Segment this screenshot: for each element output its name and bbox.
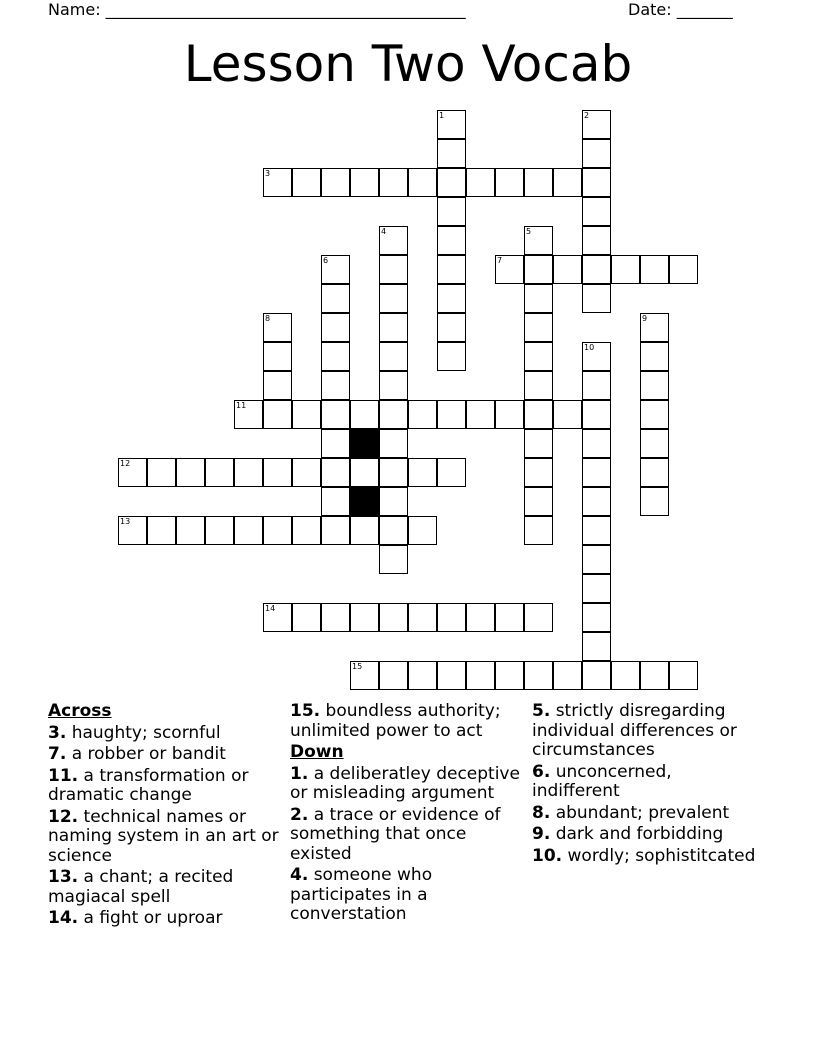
clue-number: 3 (265, 169, 271, 178)
clue-column-1 (48, 702, 280, 931)
grid-cell[interactable] (292, 458, 321, 487)
grid-cell[interactable] (582, 371, 611, 400)
grid-cell[interactable] (292, 400, 321, 429)
clue-across-12: 12. technical names or naming system in an art or science (48, 806, 279, 866)
clue-down-1: 1. a deliberatley deceptive or misleading argument (290, 763, 520, 803)
clue-number: 5 (526, 227, 532, 236)
clue-number: 15 (352, 662, 363, 671)
grid-cell[interactable] (437, 313, 466, 342)
clue-number: 4 (381, 227, 387, 236)
grid-cell[interactable] (321, 400, 350, 429)
clue-number: 12 (120, 459, 131, 468)
clue-across-15: 15. boundless authority; unlimited power to act (290, 701, 501, 741)
grid-cell[interactable] (437, 342, 466, 371)
grid-cell[interactable] (524, 400, 553, 429)
grid-cell[interactable] (495, 661, 524, 690)
grid-cell[interactable] (350, 458, 379, 487)
grid-cell[interactable] (524, 458, 553, 487)
clue-across-3: 3. haughty; scornful (48, 722, 221, 743)
grid-cell[interactable] (524, 342, 553, 371)
grid-cell[interactable] (582, 545, 611, 574)
clue-down-8: 8. abundant; prevalent (532, 802, 730, 823)
grid-cell[interactable] (408, 516, 437, 545)
grid-cell[interactable] (524, 429, 553, 458)
grid-cell[interactable] (408, 603, 437, 632)
grid-cell[interactable] (379, 226, 408, 255)
grid-cell[interactable] (263, 603, 292, 632)
grid-cell[interactable] (582, 226, 611, 255)
grid-cell[interactable] (640, 661, 669, 690)
grid-cell[interactable] (263, 342, 292, 371)
grid-cell[interactable] (176, 516, 205, 545)
grid-cell[interactable] (437, 110, 466, 139)
grid-cell[interactable] (234, 400, 263, 429)
grid-cell[interactable] (495, 168, 524, 197)
grid-cell[interactable] (582, 342, 611, 371)
grid-cell[interactable] (640, 400, 669, 429)
grid-cell[interactable] (582, 574, 611, 603)
clue-down-9: 9. dark and forbidding (532, 824, 724, 844)
grid-cell[interactable] (321, 255, 350, 284)
grid-cell[interactable] (582, 458, 611, 487)
grid-cell[interactable] (640, 458, 669, 487)
grid-cell[interactable] (437, 255, 466, 284)
grid-cell[interactable] (582, 110, 611, 139)
grid-cell[interactable] (321, 603, 350, 632)
grid-cell[interactable] (640, 255, 669, 284)
grid-cell[interactable] (640, 371, 669, 400)
grid-cell[interactable] (582, 429, 611, 458)
grid-cell[interactable] (524, 516, 553, 545)
grid-cell[interactable] (263, 168, 292, 197)
grid-cell[interactable] (553, 168, 582, 197)
grid-cell[interactable] (321, 516, 350, 545)
grid-cell[interactable] (234, 516, 263, 545)
grid-cell[interactable] (263, 400, 292, 429)
grid-cell[interactable] (466, 603, 495, 632)
grid-cell[interactable] (350, 516, 379, 545)
clue-number: 11 (236, 401, 247, 410)
grid-cell[interactable] (437, 197, 466, 226)
clue-column-3 (532, 702, 764, 868)
grid-cell[interactable] (321, 429, 350, 458)
grid-cell[interactable] (408, 661, 437, 690)
clue-down-2: 2. a trace or evidence of something that once existed (290, 804, 501, 864)
clue-number: 13 (120, 517, 131, 526)
grid-cell[interactable] (379, 429, 408, 458)
grid-cell[interactable] (292, 168, 321, 197)
grid-cell[interactable] (582, 197, 611, 226)
grid-cell[interactable] (437, 661, 466, 690)
grid-cell[interactable] (321, 487, 350, 516)
grid-cell[interactable] (582, 284, 611, 313)
grid-cell[interactable] (379, 458, 408, 487)
clue-down-5: 5. strictly disregarding individual differences or circumstances (532, 701, 737, 760)
grid-cell[interactable] (321, 458, 350, 487)
grid-cell[interactable] (524, 313, 553, 342)
clue-down-10: 10. wordly; sophistitcated (532, 845, 756, 866)
grid-cell[interactable] (263, 458, 292, 487)
grid-cell[interactable] (640, 313, 669, 342)
grid-cell[interactable] (553, 400, 582, 429)
grid-cell[interactable] (321, 168, 350, 197)
grid-cell[interactable] (582, 632, 611, 661)
clue-across-7: 7. a robber or bandit (48, 744, 226, 764)
grid-cell[interactable] (524, 603, 553, 632)
grid-cell[interactable] (582, 400, 611, 429)
grid-cell[interactable] (321, 284, 350, 313)
grid-cell[interactable] (205, 458, 234, 487)
grid-cell[interactable] (176, 458, 205, 487)
grid-cell[interactable] (495, 400, 524, 429)
grid-cell[interactable] (147, 458, 176, 487)
clue-column-2 (290, 702, 522, 927)
grid-cell[interactable] (350, 400, 379, 429)
clue-across-14: 14. a fight or uproar (48, 908, 223, 928)
page-title: Lesson Two Vocab (183, 35, 633, 93)
clue-across-13: 13. a chant; a recited magiacal spell (48, 867, 234, 907)
grid-cell[interactable] (379, 400, 408, 429)
grid-cell[interactable] (437, 284, 466, 313)
grid-cell[interactable] (292, 603, 321, 632)
grid-cell[interactable] (147, 516, 176, 545)
grid-cell[interactable] (582, 139, 611, 168)
grid-cell[interactable] (524, 226, 553, 255)
grid-cell[interactable] (495, 603, 524, 632)
grid-cell[interactable] (321, 342, 350, 371)
grid-cell[interactable] (582, 168, 611, 197)
grid-cell[interactable] (437, 603, 466, 632)
grid-cell[interactable] (669, 255, 698, 284)
grid-cell[interactable] (437, 458, 466, 487)
clue-down-6: 6. unconcerned, indifferent (532, 761, 672, 801)
grid-cell[interactable] (524, 284, 553, 313)
grid-cell[interactable] (553, 255, 582, 284)
grid-cell[interactable] (437, 139, 466, 168)
grid-cell[interactable] (408, 168, 437, 197)
grid-cell[interactable] (640, 487, 669, 516)
grid-cell[interactable] (379, 371, 408, 400)
grid-cell[interactable] (263, 313, 292, 342)
clue-number: 2 (584, 111, 590, 120)
grid-cell[interactable] (379, 516, 408, 545)
grid-cell[interactable] (350, 168, 379, 197)
name-field: Name: _____________________________________________ (48, 0, 466, 19)
grid-cell[interactable] (321, 371, 350, 400)
grid-cell[interactable] (379, 661, 408, 690)
grid-cell[interactable] (582, 661, 611, 690)
grid-cell[interactable] (640, 342, 669, 371)
grid-cell[interactable] (669, 661, 698, 690)
grid-cell[interactable] (350, 603, 379, 632)
grid-cell[interactable] (611, 661, 640, 690)
date-field: Date: _______ (628, 0, 733, 19)
grid-cell[interactable] (582, 255, 611, 284)
grid-cell[interactable] (553, 661, 582, 690)
grid-cell[interactable] (640, 429, 669, 458)
grid-cell[interactable] (379, 313, 408, 342)
grid-cell[interactable] (234, 458, 263, 487)
grid-cell[interactable] (379, 255, 408, 284)
grid-cell[interactable] (524, 487, 553, 516)
grid-cell[interactable] (379, 284, 408, 313)
grid-cell[interactable] (582, 516, 611, 545)
clue-number: 9 (642, 314, 648, 323)
grid-cell[interactable] (379, 342, 408, 371)
grid-cell[interactable] (495, 255, 524, 284)
grid-cell[interactable] (321, 313, 350, 342)
grid-cell[interactable] (379, 487, 408, 516)
grid-cell[interactable] (379, 603, 408, 632)
grid-cell[interactable] (466, 400, 495, 429)
grid-cell[interactable] (205, 516, 234, 545)
black-square (350, 487, 379, 516)
grid-cell[interactable] (350, 661, 379, 690)
down-heading: Down (290, 742, 344, 762)
black-square (350, 429, 379, 458)
grid-cell[interactable] (408, 400, 437, 429)
clue-down-4: 4. someone who participates in a converstation (290, 865, 433, 924)
grid-cell[interactable] (524, 371, 553, 400)
clue-number: 8 (265, 314, 271, 323)
grid-cell[interactable] (118, 458, 147, 487)
grid-cell[interactable] (118, 516, 147, 545)
grid-cell[interactable] (611, 255, 640, 284)
grid-cell[interactable] (524, 168, 553, 197)
grid-cell[interactable] (263, 516, 292, 545)
grid-cell[interactable] (582, 487, 611, 516)
across-heading: Across (48, 701, 112, 721)
clue-number: 6 (323, 256, 329, 265)
clue-across-11: 11. a transformation or dramatic change (48, 765, 249, 805)
clue-number: 14 (265, 604, 276, 613)
grid-cell[interactable] (466, 168, 495, 197)
grid-cell[interactable] (437, 226, 466, 255)
clue-number: 10 (584, 343, 595, 352)
clue-number: 1 (439, 111, 445, 120)
grid-cell[interactable] (292, 516, 321, 545)
grid-cell[interactable] (466, 661, 495, 690)
grid-cell[interactable] (379, 545, 408, 574)
grid-cell[interactable] (437, 168, 466, 197)
grid-cell[interactable] (263, 371, 292, 400)
grid-cell[interactable] (524, 255, 553, 284)
clue-number: 7 (497, 256, 503, 265)
grid-cell[interactable] (408, 458, 437, 487)
grid-cell[interactable] (437, 400, 466, 429)
grid-cell[interactable] (524, 661, 553, 690)
grid-cell[interactable] (379, 168, 408, 197)
grid-cell[interactable] (582, 603, 611, 632)
clue-list (48, 702, 778, 962)
